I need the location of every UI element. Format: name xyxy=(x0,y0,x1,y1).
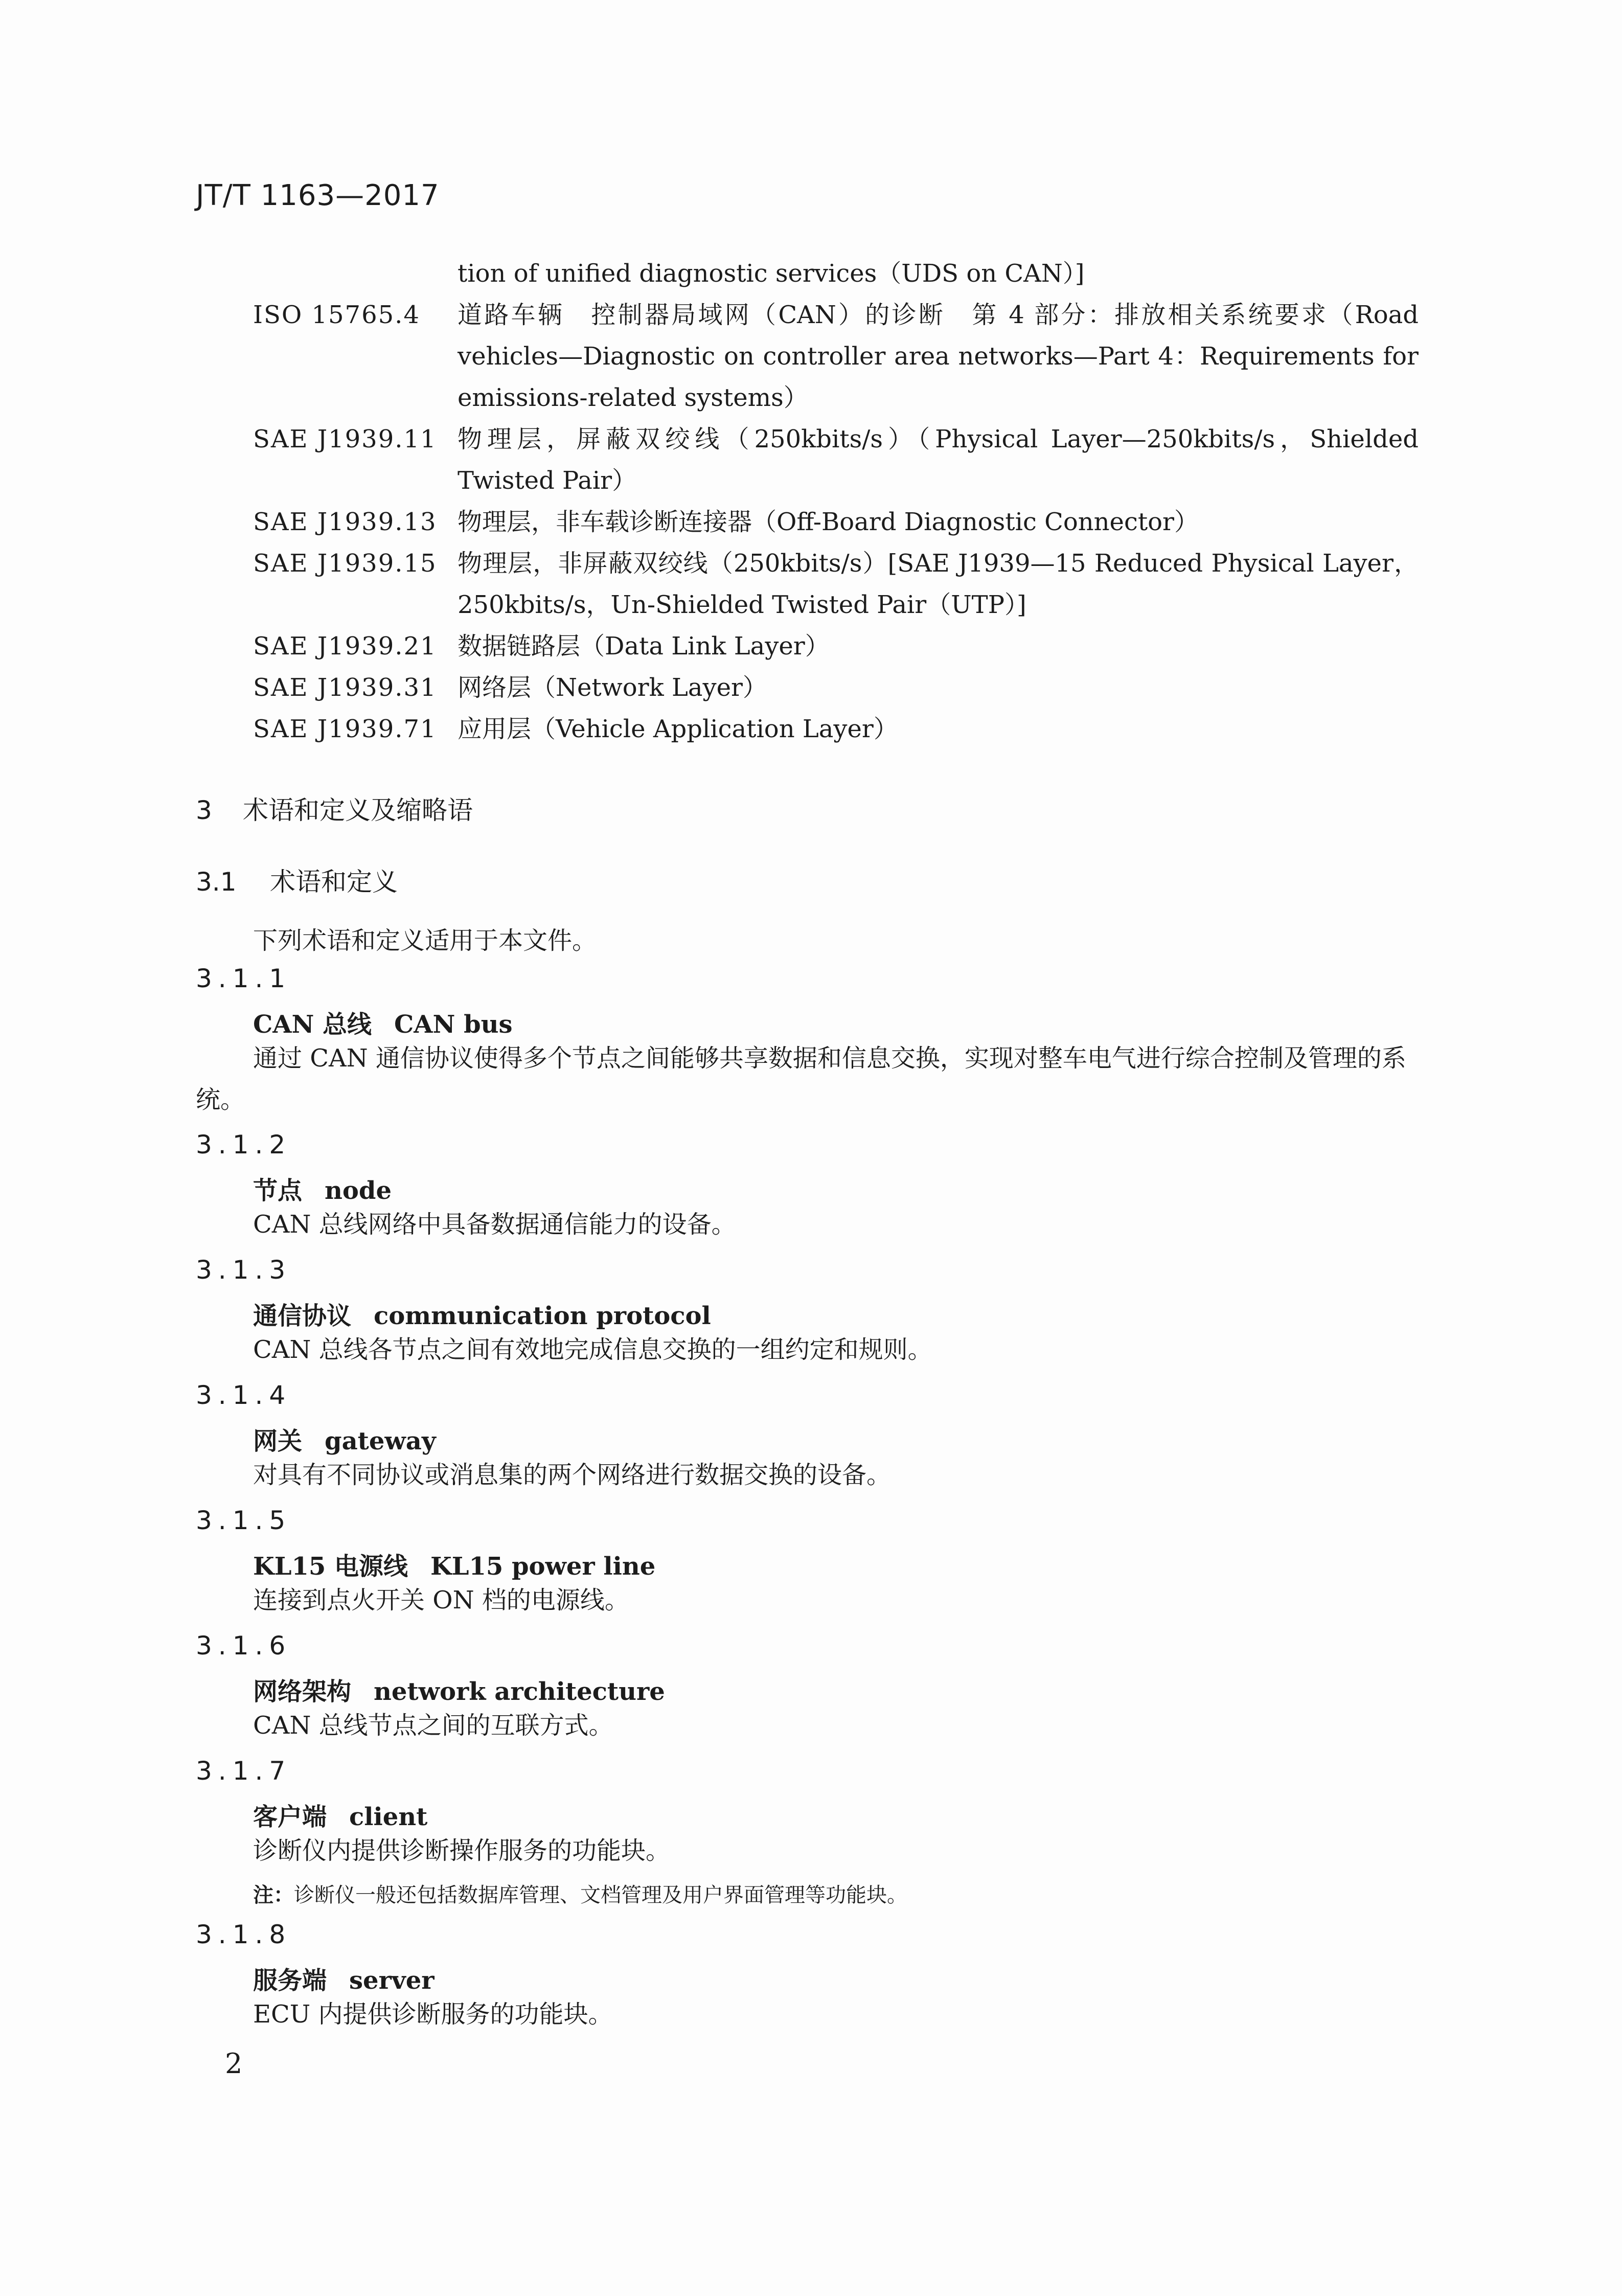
term-english: KL15 power line xyxy=(430,1552,656,1581)
term-english: server xyxy=(349,1966,435,1995)
term-definition: CAN 总线网络中具备数据通信能力的设备。 xyxy=(253,1210,736,1239)
reference-code: ISO 15765.4 xyxy=(253,301,420,329)
section-heading xyxy=(196,790,473,827)
reference-title: tion of unified diagnostic services（UDS on CAN）] xyxy=(458,259,1085,288)
term-chinese: 网络架构 xyxy=(253,1677,352,1706)
clause-number: 3.1.6 xyxy=(196,1631,292,1661)
term-chinese: KL15 电源线 xyxy=(253,1552,408,1581)
subsection-heading xyxy=(196,861,398,898)
reference-title: 物理层，非车载诊断连接器（Off-Board Diagnostic Connector） xyxy=(458,508,1199,536)
term-heading xyxy=(253,1547,655,1582)
term-chinese: 客户端 xyxy=(253,1803,327,1831)
reference-code: SAE J1939.13 xyxy=(253,508,437,536)
page-header: JT/T 1163—2017 xyxy=(196,179,440,212)
term-note xyxy=(253,1879,907,1908)
term-definition: CAN 总线各节点之间有效地完成信息交换的一组约定和规则。 xyxy=(253,1335,932,1364)
reference-code: SAE J1939.31 xyxy=(253,673,437,702)
term-english: gateway xyxy=(325,1427,436,1456)
term-english: node xyxy=(325,1176,392,1205)
term-definition: 通过 CAN 通信协议使得多个节点之间能够共享数据和信息交换，实现对整车电气进行综合控制及管理的系统。 xyxy=(196,1044,1406,1114)
reference-code: SAE J1939.71 xyxy=(253,715,437,743)
term-definition: ECU 内提供诊断服务的功能块。 xyxy=(253,2000,613,2029)
reference-item xyxy=(253,419,1419,502)
term-english: CAN bus xyxy=(394,1010,513,1039)
term-definition: 连接到点火开关 ON 档的电源线。 xyxy=(253,1586,629,1615)
term-heading xyxy=(253,1171,392,1206)
term-english: communication protocol xyxy=(374,1302,711,1330)
subsection-number: 3.1 xyxy=(196,867,237,897)
note-label: 注： xyxy=(253,1883,294,1907)
clause-number: 3.1.3 xyxy=(196,1255,292,1285)
term-chinese: 网关 xyxy=(253,1427,303,1456)
clause-number: 3.1.7 xyxy=(196,1756,292,1786)
reference-title: 物理层，非屏蔽双绞线（250kbits/s）[SAE J1939—15 Reduced Physical Layer，250kbits/s，Un-Shielded Twisted Pair（UTP）] xyxy=(458,549,1419,619)
reference-item xyxy=(253,502,1419,543)
subsection-title: 术语和定义 xyxy=(270,867,398,897)
note-text: 诊断仪一般还包括数据库管理、文档管理及用户界面管理等功能块。 xyxy=(294,1883,907,1907)
reference-item xyxy=(253,667,1419,709)
term-chinese: 通信协议 xyxy=(253,1302,352,1330)
term-definition: CAN 总线节点之间的互联方式。 xyxy=(253,1711,613,1740)
term-english: network architecture xyxy=(374,1677,665,1706)
page-number: 2 xyxy=(225,2048,243,2080)
clause-number: 3.1.8 xyxy=(196,1920,292,1949)
section-title: 术语和定义及缩略语 xyxy=(243,795,473,825)
term-heading xyxy=(253,1005,513,1040)
term-chinese: CAN 总线 xyxy=(253,1010,372,1039)
reference-code: SAE J1939.11 xyxy=(253,425,437,453)
term-heading xyxy=(253,1797,427,1832)
term-heading xyxy=(253,1421,436,1457)
intro-paragraph: 下列术语和定义适用于本文件。 xyxy=(253,926,597,955)
reference-item xyxy=(253,709,1419,750)
term-english: client xyxy=(349,1803,428,1831)
reference-code: SAE J1939.15 xyxy=(253,549,437,578)
term-heading xyxy=(253,1672,665,1707)
term-chinese: 服务端 xyxy=(253,1966,327,1995)
clause-number: 3.1.1 xyxy=(196,964,292,993)
reference-code: SAE J1939.21 xyxy=(253,632,437,661)
reference-title: 网络层（Network Layer） xyxy=(458,673,767,702)
term-chinese: 节点 xyxy=(253,1176,303,1205)
reference-item xyxy=(253,626,1419,667)
term-definition: 诊断仪内提供诊断操作服务的功能块。 xyxy=(253,1836,671,1865)
reference-title: 物理层，屏蔽双绞线（250kbits/s）（Physical Layer—250kbits/s，Shielded Twisted Pair） xyxy=(458,425,1419,495)
section-number: 3 xyxy=(196,795,212,825)
term-heading xyxy=(253,1296,711,1331)
term-heading xyxy=(253,1961,435,1996)
clause-number: 3.1.4 xyxy=(196,1380,292,1410)
reference-item xyxy=(253,253,1419,294)
reference-item xyxy=(253,294,1419,419)
clause-number: 3.1.2 xyxy=(196,1130,292,1160)
reference-title: 数据链路层（Data Link Layer） xyxy=(458,632,830,661)
normative-references-list xyxy=(253,253,1419,750)
reference-item xyxy=(253,543,1419,626)
reference-title: 应用层（Vehicle Application Layer） xyxy=(458,715,898,743)
reference-title: 道路车辆 控制器局域网（CAN）的诊断 第 4 部分：排放相关系统要求（Road vehicles—Diagnostic on controller area networks—Part 4：Requirements for emissions-related systems） xyxy=(458,301,1419,412)
term-definition: 对具有不同协议或消息集的两个网络进行数据交换的设备。 xyxy=(253,1461,892,1489)
clause-number: 3.1.5 xyxy=(196,1506,292,1535)
